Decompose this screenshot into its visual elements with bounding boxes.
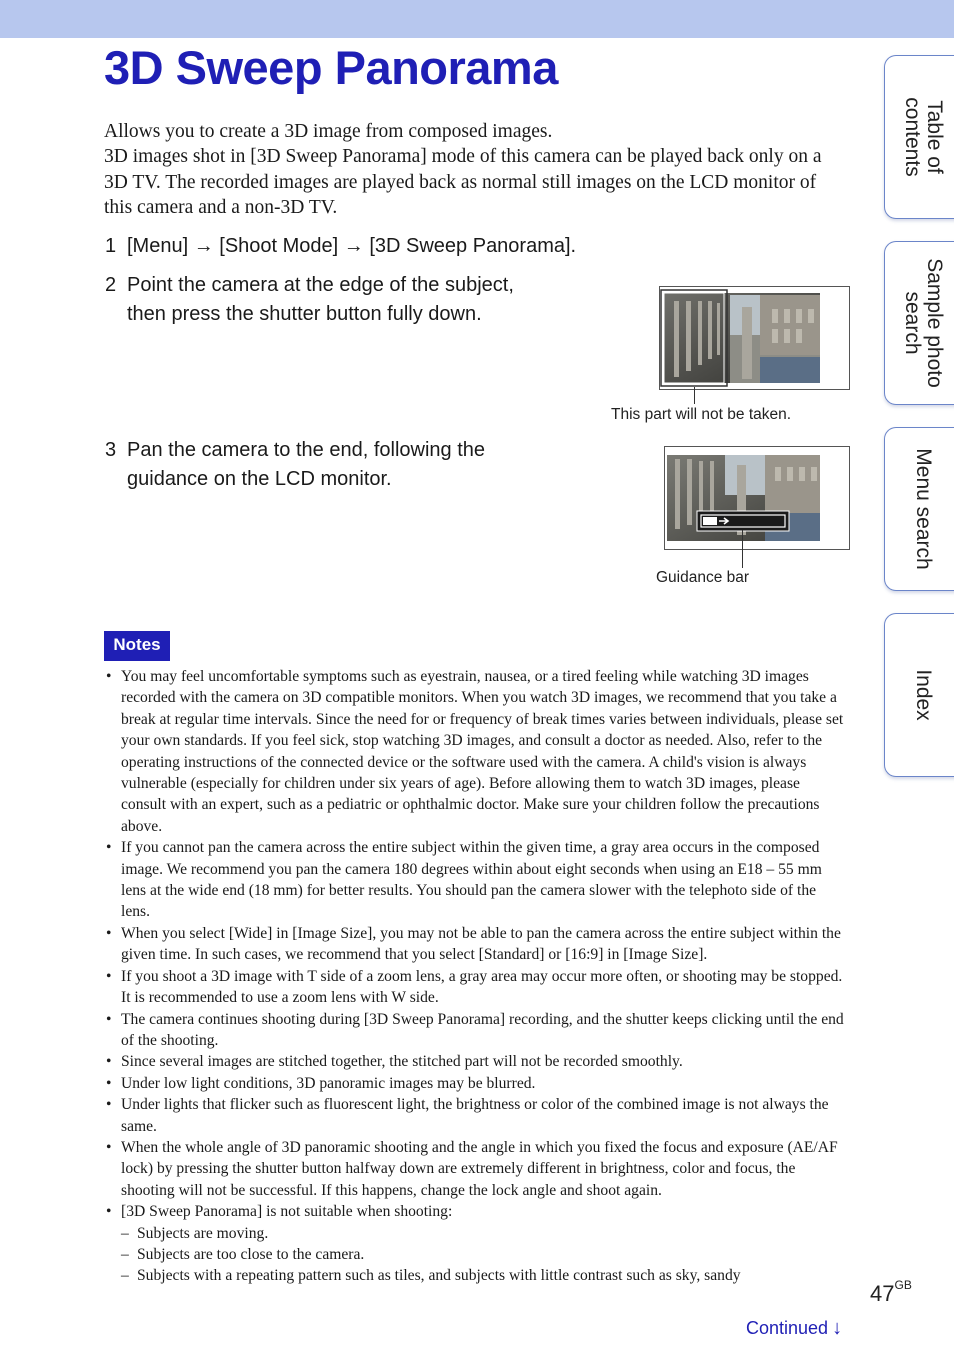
step-number: 1	[105, 235, 117, 257]
caption-leader-line	[694, 387, 695, 404]
panning-photo-illustration	[665, 447, 849, 549]
continued-label: Continued	[746, 1318, 829, 1338]
intro-paragraph: Allows you to create a 3D image from composed images.	[104, 121, 553, 142]
tab-label	[901, 258, 945, 388]
tab-sample-photo-search[interactable]	[884, 241, 954, 405]
note-item: • When you select [Wide] in [Image Size], you may not be able to pan the camera across the entire subject within the given time. In such cases, we recommend that you select [Standard] or [16:9] in [Image Size].	[104, 923, 848, 966]
tab-table-of-contents[interactable]	[884, 55, 954, 219]
step-text	[127, 271, 514, 328]
figure-caption: Guidance bar	[656, 569, 750, 586]
intro-text	[104, 119, 844, 220]
tab-label-line: Table of	[923, 100, 946, 174]
sub-note-item: – Subjects are too close to the camera.	[104, 1244, 848, 1265]
tab-label-line: contents	[901, 97, 924, 177]
note-item: • Since several images are stitched together, the stitched part will not be recorded smoothly.	[104, 1051, 848, 1072]
figure-start-position	[659, 286, 850, 390]
tab-index[interactable]	[884, 613, 954, 777]
sub-note-item: – Subjects with a repeating pattern such as tiles, and subjects with little contrast such as sky, sandy	[104, 1265, 848, 1286]
tab-menu-search[interactable]	[884, 427, 954, 591]
step-number: 3	[105, 439, 117, 461]
page-number-value: 47	[870, 1281, 895, 1306]
page-number	[870, 1277, 912, 1307]
sub-note-item: – Subjects are moving.	[104, 1223, 848, 1244]
figure-caption: This part will not be taken.	[611, 406, 792, 423]
note-item: • Under lights that flicker such as fluorescent light, the brightness or color of the combined image is not always the same.	[104, 1094, 848, 1137]
arrow-down-icon: ↓	[832, 1317, 843, 1339]
page-number-suffix: GB	[894, 1277, 912, 1292]
tab-label: Index	[912, 669, 935, 721]
note-item: • Under low light conditions, 3D panoramic images may be blurred.	[104, 1073, 848, 1094]
intro-paragraph: 3D images shot in [3D Sweep Panorama] mode of this camera can be played back only on a 3D TV. The recorded images are played back as normal still images on the LCD monitor of this camera and a non-3D TV.	[104, 146, 822, 218]
figure-guidance-bar	[664, 446, 850, 550]
step-text-line: Pan the camera to the end, following the	[127, 439, 486, 461]
colonnade-photo-illustration	[660, 287, 849, 389]
top-band	[0, 0, 954, 38]
caption-leader-line	[742, 530, 743, 568]
step-text-line: guidance on the LCD monitor.	[127, 467, 392, 490]
step-text-line: then press the shutter button fully down.	[127, 302, 482, 325]
note-item: • You may feel uncomfortable symptoms such as eyestrain, nausea, or a tired feeling while watching 3D images recorded with the camera on 3D compatible monitors. When you watch 3D images, we recommend that you take a break at regular time intervals. Since the need for or frequency of break times varies between individuals, please set your own standards. If you feel sick, stop watching 3D images, and consult a doctor as needed. Also, refer to the operating instructions of the connected device or the software used with the camera. A child's vision is always vulnerable (especially for children under six years of age). Before allowing them to watch 3D images, please consult with an expert, such as a pediatric or ophthalmic doctor. Make sure your children follow the precautions above.	[104, 666, 848, 837]
tab-label: Menu search	[912, 448, 935, 570]
tab-label	[901, 97, 945, 176]
notes-list	[104, 666, 848, 1287]
note-item: • If you cannot pan the camera across the entire subject within the given time, a gray area occurs in the composed image. We recommend you pan the camera 180 degrees within about eight seconds when using an E18 – 55 mm lens at the wide end (18 mm) for better results. You should pan the camera slower with the telephoto side of the lens.	[104, 837, 848, 923]
note-item: • [3D Sweep Panorama] is not suitable when shooting:	[104, 1201, 848, 1222]
step-text	[127, 436, 485, 493]
step-text: [Menu] → [Shoot Mode] → [3D Sweep Panorama].	[127, 235, 577, 257]
note-item: • When the whole angle of 3D panoramic shooting and the angle in which you fixed the focus and exposure (AE/AF lock) by pressing the shutter button halfway down are extremely different in brightness, color and focus, the shooting will not be successful. If this happens, change the lock angle and shoot again.	[104, 1137, 848, 1201]
note-item: • The camera continues shooting during [3D Sweep Panorama] recording, and the shutter keeps clicking until the end of the shooting.	[104, 1009, 848, 1052]
continued-link[interactable]	[746, 1317, 842, 1340]
note-item: • If you shoot a 3D image with T side of a zoom lens, a gray area may occur more often, or shooting may be stopped. It is recommended to use a zoom lens with W side.	[104, 966, 848, 1009]
notes-label: Notes	[104, 631, 170, 661]
page-title: 3D Sweep Panorama	[104, 41, 558, 94]
tab-label-line: Sample photo	[923, 258, 946, 388]
tab-label-line: search	[901, 291, 924, 355]
step-text-line: Point the camera at the edge of the subject,	[127, 274, 514, 296]
step-number: 2	[105, 274, 117, 296]
